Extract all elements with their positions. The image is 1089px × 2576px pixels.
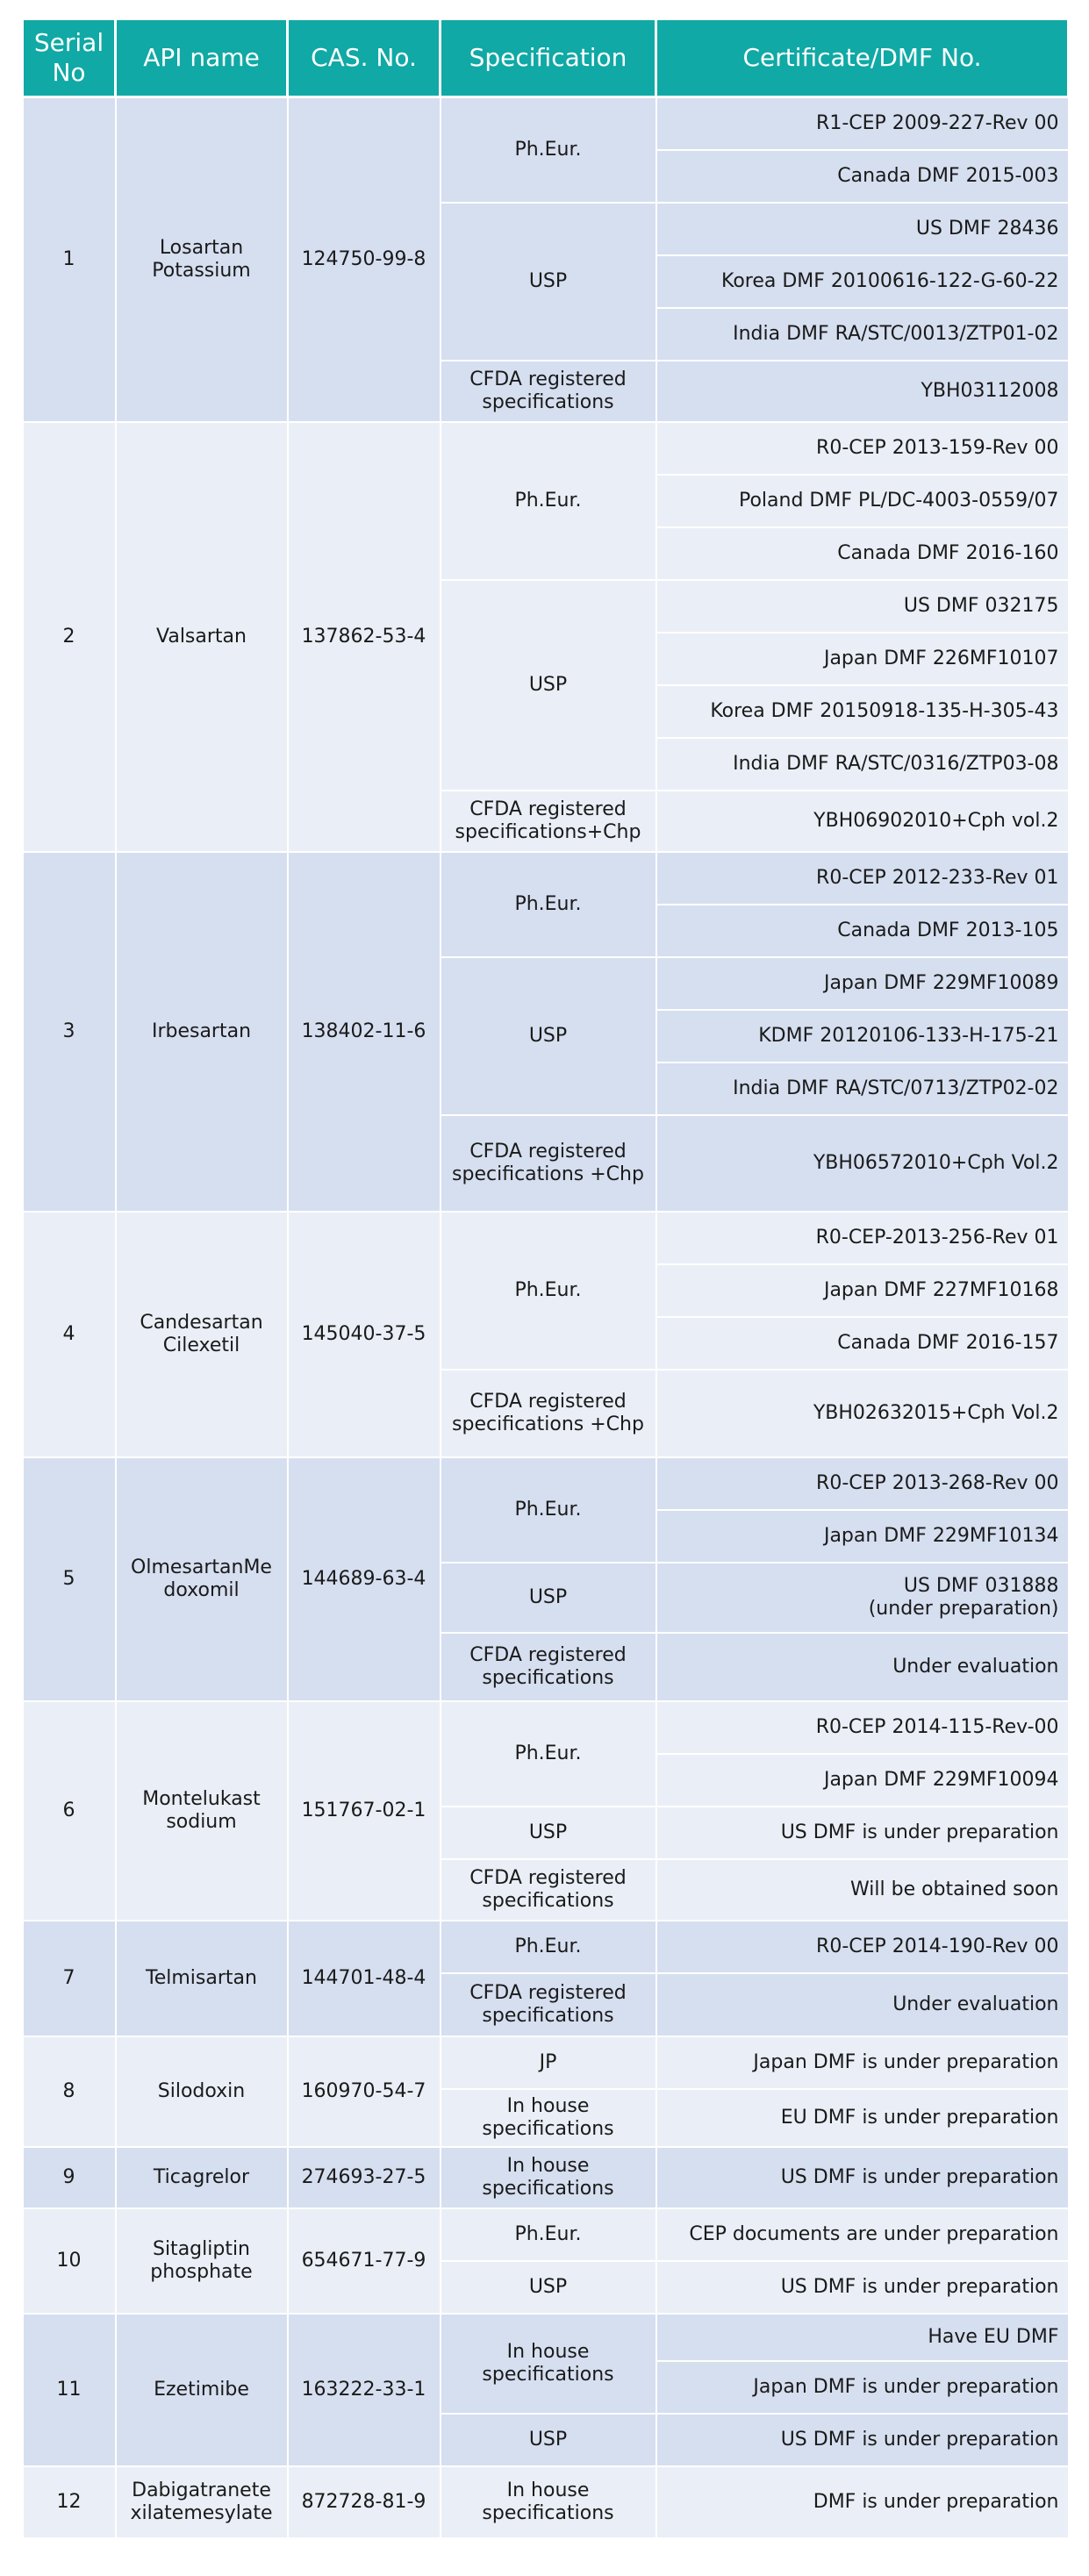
certificate-cell: US DMF 031888 (under preparation) xyxy=(656,1563,1069,1633)
specification-cell: CFDA registered specifications +Chp xyxy=(441,1370,656,1457)
cas-number-cell: 144689-63-4 xyxy=(288,1457,441,1701)
cas-number-cell: 144701-48-4 xyxy=(288,1921,441,2036)
serial-cell: 4 xyxy=(23,1212,116,1457)
certificate-cell: Canada DMF 2016-160 xyxy=(656,527,1069,580)
certificate-cell: Have EU DMF xyxy=(656,2314,1069,2361)
cas-number-cell: 124750-99-8 xyxy=(288,97,441,422)
table-row xyxy=(23,1701,1069,1754)
specification-cell: In house specifications xyxy=(441,2314,656,2414)
certificate-cell: R0-CEP-2013-256-Rev 01 xyxy=(656,1212,1069,1264)
specification-cell: CFDA registered specifications+Chp xyxy=(441,791,656,852)
certificate-cell: YBH02632015+Cph Vol.2 xyxy=(656,1370,1069,1457)
api-name-cell: Ticagrelor xyxy=(116,2147,288,2208)
specification-cell: CFDA registered specifications xyxy=(441,361,656,422)
certificate-cell: DMF is under preparation xyxy=(656,2466,1069,2538)
certificate-cell: Korea DMF 20150918-135-H-305-43 xyxy=(656,685,1069,738)
certificate-cell: India DMF RA/STC/0013/ZTP01-02 xyxy=(656,308,1069,361)
api-name-cell: Montelukast sodium xyxy=(116,1701,288,1921)
cas-number-cell: 137862-53-4 xyxy=(288,422,441,852)
certificate-cell: US DMF 28436 xyxy=(656,203,1069,255)
serial-cell: 2 xyxy=(23,422,116,852)
certificate-cell: R0-CEP 2013-159-Rev 00 xyxy=(656,422,1069,475)
certificate-cell: India DMF RA/STC/0316/ZTP03-08 xyxy=(656,738,1069,791)
header-row xyxy=(23,19,1069,97)
specification-cell: In house specifications xyxy=(441,2147,656,2208)
specification-cell: Ph.Eur. xyxy=(441,1457,656,1563)
certificate-cell: Canada DMF 2016-157 xyxy=(656,1317,1069,1370)
serial-cell: 11 xyxy=(23,2314,116,2466)
table-row xyxy=(23,2314,1069,2361)
specification-cell: JP xyxy=(441,2036,656,2089)
serial-cell: 3 xyxy=(23,852,116,1212)
certificate-cell: KDMF 20120106-133-H-175-21 xyxy=(656,1010,1069,1063)
specification-cell: Ph.Eur. xyxy=(441,1701,656,1807)
api-dmf-table xyxy=(21,18,1070,2539)
certificate-cell: EU DMF is under preparation xyxy=(656,2089,1069,2147)
table-row xyxy=(23,1921,1069,1973)
serial-cell: 9 xyxy=(23,2147,116,2208)
table-row xyxy=(23,1212,1069,1264)
specification-cell: In house specifications xyxy=(441,2089,656,2147)
certificate-cell: US DMF is under preparation xyxy=(656,1807,1069,1859)
certificate-cell: YBH03112008 xyxy=(656,361,1069,422)
certificate-cell: Japan DMF is under preparation xyxy=(656,2036,1069,2089)
certificate-cell: Japan DMF 229MF10089 xyxy=(656,957,1069,1010)
serial-cell: 12 xyxy=(23,2466,116,2538)
specification-cell: Ph.Eur. xyxy=(441,1212,656,1370)
certificate-cell: YBH06902010+Cph vol.2 xyxy=(656,791,1069,852)
api-name-cell: Valsartan xyxy=(116,422,288,852)
serial-cell: 1 xyxy=(23,97,116,422)
table-row xyxy=(23,2147,1069,2208)
certificate-cell: Japan DMF is under preparation xyxy=(656,2361,1069,2414)
specification-cell: USP xyxy=(441,1563,656,1633)
api-name-cell: Silodoxin xyxy=(116,2036,288,2147)
table-row xyxy=(23,2208,1069,2261)
serial-cell: 5 xyxy=(23,1457,116,1701)
cas-number-cell: 274693-27-5 xyxy=(288,2147,441,2208)
certificate-cell: CEP documents are under preparation xyxy=(656,2208,1069,2261)
cas-number-cell: 151767-02-1 xyxy=(288,1701,441,1921)
header-cas-no: CAS. No. xyxy=(288,19,441,97)
cas-number-cell: 138402-11-6 xyxy=(288,852,441,1212)
specification-cell: In house specifications xyxy=(441,2466,656,2538)
certificate-cell: R0-CEP 2012-233-Rev 01 xyxy=(656,852,1069,905)
specification-cell: USP xyxy=(441,1807,656,1859)
specification-cell: Ph.Eur. xyxy=(441,97,656,203)
certificate-cell: Japan DMF 226MF10107 xyxy=(656,633,1069,685)
serial-cell: 10 xyxy=(23,2208,116,2314)
certificate-cell: R0-CEP 2014-115-Rev-00 xyxy=(656,1701,1069,1754)
api-name-cell: Sitagliptin phosphate xyxy=(116,2208,288,2314)
table-row xyxy=(23,2036,1069,2089)
specification-cell: USP xyxy=(441,2414,656,2466)
certificate-cell: R0-CEP 2013-268-Rev 00 xyxy=(656,1457,1069,1510)
specification-cell: Ph.Eur. xyxy=(441,1921,656,1973)
specification-cell: USP xyxy=(441,580,656,791)
certificate-cell: Canada DMF 2013-105 xyxy=(656,905,1069,957)
specification-cell: CFDA registered specifications xyxy=(441,1859,656,1921)
specification-cell: CFDA registered specifications xyxy=(441,1633,656,1701)
certificate-cell: Poland DMF PL/DC-4003-0559/07 xyxy=(656,475,1069,527)
specification-cell: USP xyxy=(441,957,656,1115)
cas-number-cell: 160970-54-7 xyxy=(288,2036,441,2147)
specification-cell: Ph.Eur. xyxy=(441,2208,656,2261)
header-serial: Serial No xyxy=(23,19,116,97)
api-name-cell: Ezetimibe xyxy=(116,2314,288,2466)
certificate-cell: Japan DMF 229MF10094 xyxy=(656,1754,1069,1807)
specification-cell: Ph.Eur. xyxy=(441,852,656,957)
cas-number-cell: 654671-77-9 xyxy=(288,2208,441,2314)
header-specification: Specification xyxy=(441,19,656,97)
table-row xyxy=(23,1457,1069,1510)
certificate-cell: India DMF RA/STC/0713/ZTP02-02 xyxy=(656,1063,1069,1115)
cas-number-cell: 872728-81-9 xyxy=(288,2466,441,2538)
certificate-cell: Canada DMF 2015-003 xyxy=(656,150,1069,203)
table-row xyxy=(23,852,1069,905)
table-row xyxy=(23,97,1069,150)
certificate-cell: Under evaluation xyxy=(656,1973,1069,2036)
header-certificate: Certificate/DMF No. xyxy=(656,19,1069,97)
serial-cell: 7 xyxy=(23,1921,116,2036)
specification-cell: USP xyxy=(441,2261,656,2314)
certificate-cell: US DMF is under preparation xyxy=(656,2261,1069,2314)
certificate-cell: Japan DMF 227MF10168 xyxy=(656,1264,1069,1317)
certificate-cell: R1-CEP 2009-227-Rev 00 xyxy=(656,97,1069,150)
certificate-cell: YBH06572010+Cph Vol.2 xyxy=(656,1115,1069,1212)
api-name-cell: Candesartan Cilexetil xyxy=(116,1212,288,1457)
certificate-cell: Korea DMF 20100616-122-G-60-22 xyxy=(656,255,1069,308)
specification-cell: CFDA registered specifications +Chp xyxy=(441,1115,656,1212)
table-row xyxy=(23,422,1069,475)
api-name-cell: Dabigatranete xilatemesylate xyxy=(116,2466,288,2538)
cas-number-cell: 145040-37-5 xyxy=(288,1212,441,1457)
certificate-cell: Under evaluation xyxy=(656,1633,1069,1701)
certificate-cell: Will be obtained soon xyxy=(656,1859,1069,1921)
cas-number-cell: 163222-33-1 xyxy=(288,2314,441,2466)
certificate-cell: Japan DMF 229MF10134 xyxy=(656,1510,1069,1563)
table-row xyxy=(23,2466,1069,2538)
certificate-cell: US DMF 032175 xyxy=(656,580,1069,633)
specification-cell: Ph.Eur. xyxy=(441,422,656,580)
specification-cell: USP xyxy=(441,203,656,361)
serial-cell: 6 xyxy=(23,1701,116,1921)
api-name-cell: Telmisartan xyxy=(116,1921,288,2036)
table-container xyxy=(21,18,1067,2539)
api-name-cell: Irbesartan xyxy=(116,852,288,1212)
certificate-cell: US DMF is under preparation xyxy=(656,2147,1069,2208)
api-name-cell: OlmesartanMe doxomil xyxy=(116,1457,288,1701)
header-api-name: API name xyxy=(116,19,288,97)
api-name-cell: Losartan Potassium xyxy=(116,97,288,422)
table-body xyxy=(23,97,1069,2538)
certificate-cell: US DMF is under preparation xyxy=(656,2414,1069,2466)
specification-cell: CFDA registered specifications xyxy=(441,1973,656,2036)
certificate-cell: R0-CEP 2014-190-Rev 00 xyxy=(656,1921,1069,1973)
serial-cell: 8 xyxy=(23,2036,116,2147)
